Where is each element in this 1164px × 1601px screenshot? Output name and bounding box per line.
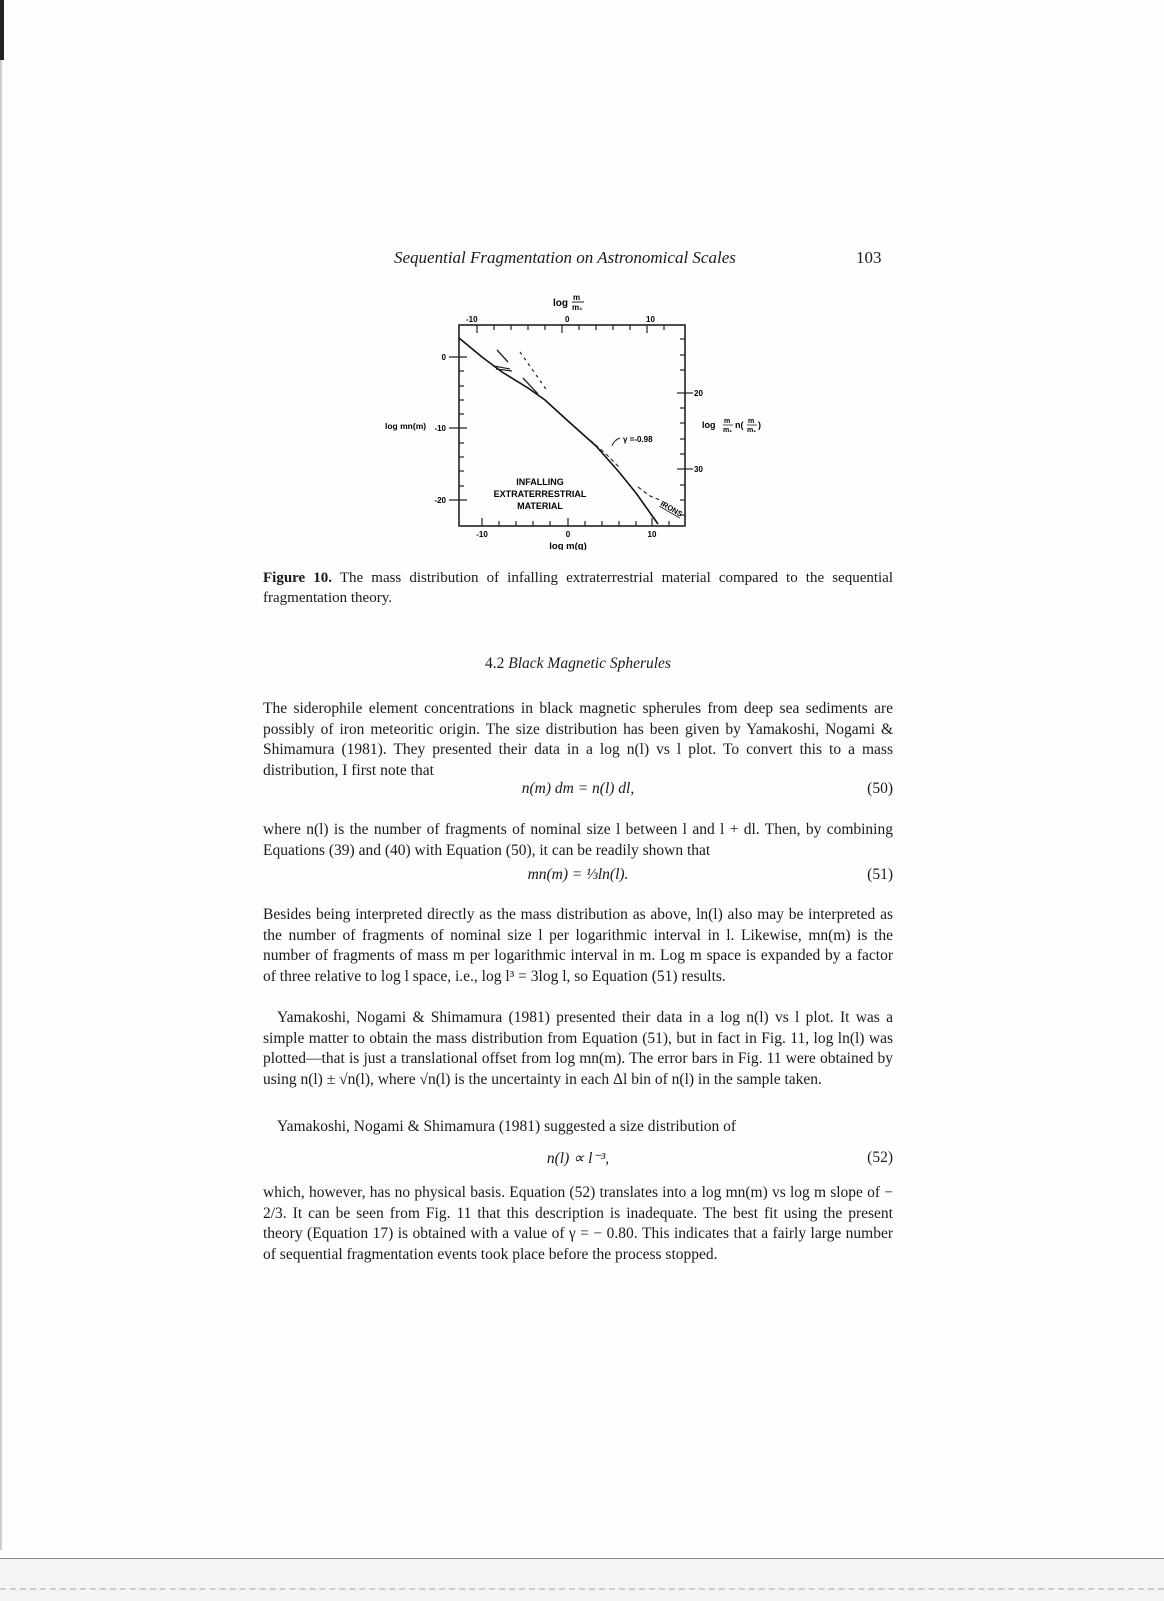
irons-label: IRONS bbox=[659, 498, 685, 519]
svg-text:log: log bbox=[702, 420, 716, 430]
equation-number: (52) bbox=[867, 1149, 893, 1166]
svg-text:10: 10 bbox=[646, 315, 655, 324]
paragraph-3: Besides being interpreted directly as the mass distribution as above, ln(l) also may be interpreted as the number of fragments of nominal size l per logarithmic interval in l. Likewise, mn(m) is the number of fragments of mass m per logarithmic interval in m. Log m space is expanded by a factor of three relative to log l space, i.e., log l³ = 3log l, so Equation (51) results. bbox=[263, 906, 893, 985]
equation-51 bbox=[263, 866, 893, 888]
svg-text:m₁: m₁ bbox=[723, 427, 733, 434]
paragraph-4: Yamakoshi, Nogami & Shimamura (1981) presented their data in a log n(l) vs l plot. It was a simple matter to obtain the mass distribution from Equation (51), but in fact in Fig. 11, log ln(l) was plotted—that is just a translational offset from log mn(m). The error bars in Fig. 11 were obtained by using n(l) ± √n(l), where √n(l) is the uncertainty in each Δl bin of n(l) in the sample taken. bbox=[263, 1009, 893, 1088]
left-axis-label: log mn(m) bbox=[385, 421, 427, 431]
svg-text:-10: -10 bbox=[476, 530, 488, 539]
svg-text:-10: -10 bbox=[434, 424, 446, 433]
svg-text:30: 30 bbox=[694, 465, 703, 474]
running-title: Sequential Fragmentation on Astronomical Scales bbox=[394, 248, 736, 267]
equation-body: n(l) ∝ l⁻³, bbox=[546, 1150, 610, 1167]
scan-shadow bbox=[0, 60, 3, 1550]
section-number: 4.2 bbox=[485, 655, 505, 672]
svg-text:m: m bbox=[573, 293, 581, 302]
svg-text:10: 10 bbox=[647, 530, 657, 539]
figure-10 bbox=[370, 290, 790, 555]
svg-text:m: m bbox=[748, 418, 755, 425]
right-axis-label bbox=[702, 418, 761, 434]
equation-body: n(m) dm = n(l) dl, bbox=[521, 780, 635, 797]
equation-number: (50) bbox=[867, 780, 893, 797]
scan-perforation bbox=[0, 1588, 1164, 1592]
svg-text:INFALLING: INFALLING bbox=[516, 477, 564, 487]
equation-52 bbox=[263, 1149, 893, 1171]
svg-text:0: 0 bbox=[565, 315, 570, 324]
svg-text:0: 0 bbox=[565, 530, 571, 539]
paragraph-1: The siderophile element concentrations in black magnetic spherules from deep sea sediments are possibly of iron meteoritic origin. The size distribution has been given by Yamakoshi, Nogami & Shimamura (1981). They presented their data in a log n(l) vs l plot. To convert this to a mass distribution, I first note that bbox=[263, 700, 893, 779]
svg-text:): ) bbox=[758, 420, 761, 430]
svg-text:EXTRATERRESTRIAL: EXTRATERRESTRIAL bbox=[493, 489, 587, 499]
top-axis-label: log bbox=[553, 298, 568, 309]
observed-cluster bbox=[494, 366, 512, 371]
svg-text:n(: n( bbox=[735, 420, 744, 430]
equation-number: (51) bbox=[867, 866, 893, 883]
caption-text: The mass distribution of infalling extraterrestrial material compared to the sequential fragmentation theory. bbox=[263, 570, 894, 606]
svg-text:20: 20 bbox=[694, 389, 703, 398]
section-title: Black Magnetic Spherules bbox=[508, 655, 671, 672]
irons-dashed bbox=[638, 487, 660, 500]
svg-text:MATERIAL: MATERIAL bbox=[517, 501, 563, 511]
mass-distribution-plot bbox=[370, 290, 790, 550]
observed-segment-1 bbox=[497, 350, 508, 362]
section-heading bbox=[263, 655, 893, 673]
svg-text:m: m bbox=[724, 418, 731, 425]
scan-bottom-edge bbox=[0, 1558, 1164, 1601]
bottom-axis-label: log m(g) bbox=[549, 541, 587, 550]
paragraph-2: where n(l) is the number of fragments of nominal size l between l and l + dl. Then, by combining Equations (39) and (40) with Equation (50), it can be readily shown that bbox=[263, 821, 893, 859]
equation-50 bbox=[263, 780, 893, 802]
scan-edge bbox=[0, 0, 4, 60]
svg-text:-10: -10 bbox=[466, 315, 478, 324]
equation-body: mn(m) = ⅓ln(l). bbox=[527, 866, 629, 883]
svg-text:-20: -20 bbox=[434, 496, 446, 505]
figure-caption bbox=[263, 568, 893, 608]
caption-label: Figure 10. bbox=[263, 570, 333, 586]
paragraph-5: Yamakoshi, Nogami & Shimamura (1981) suggested a size distribution of bbox=[277, 1118, 737, 1135]
svg-text:0: 0 bbox=[441, 353, 446, 362]
svg-text:m₁: m₁ bbox=[747, 427, 757, 434]
paragraph-6: which, however, has no physical basis. Equation (52) translates into a log mn(m) vs log m slope of − 2/3. It can be seen from Fig. 11 that this description is inadequate. The best fit using the present theory (Equation 17) is obtained with a value of γ = − 0.80. This indicates that a fairly large number of sequential fragmentation events took place before the process stopped. bbox=[263, 1184, 893, 1263]
svg-text:m₁: m₁ bbox=[572, 303, 583, 312]
gamma-annotation: γ =-0.98 bbox=[623, 435, 653, 444]
page-number: 103 bbox=[856, 248, 882, 267]
